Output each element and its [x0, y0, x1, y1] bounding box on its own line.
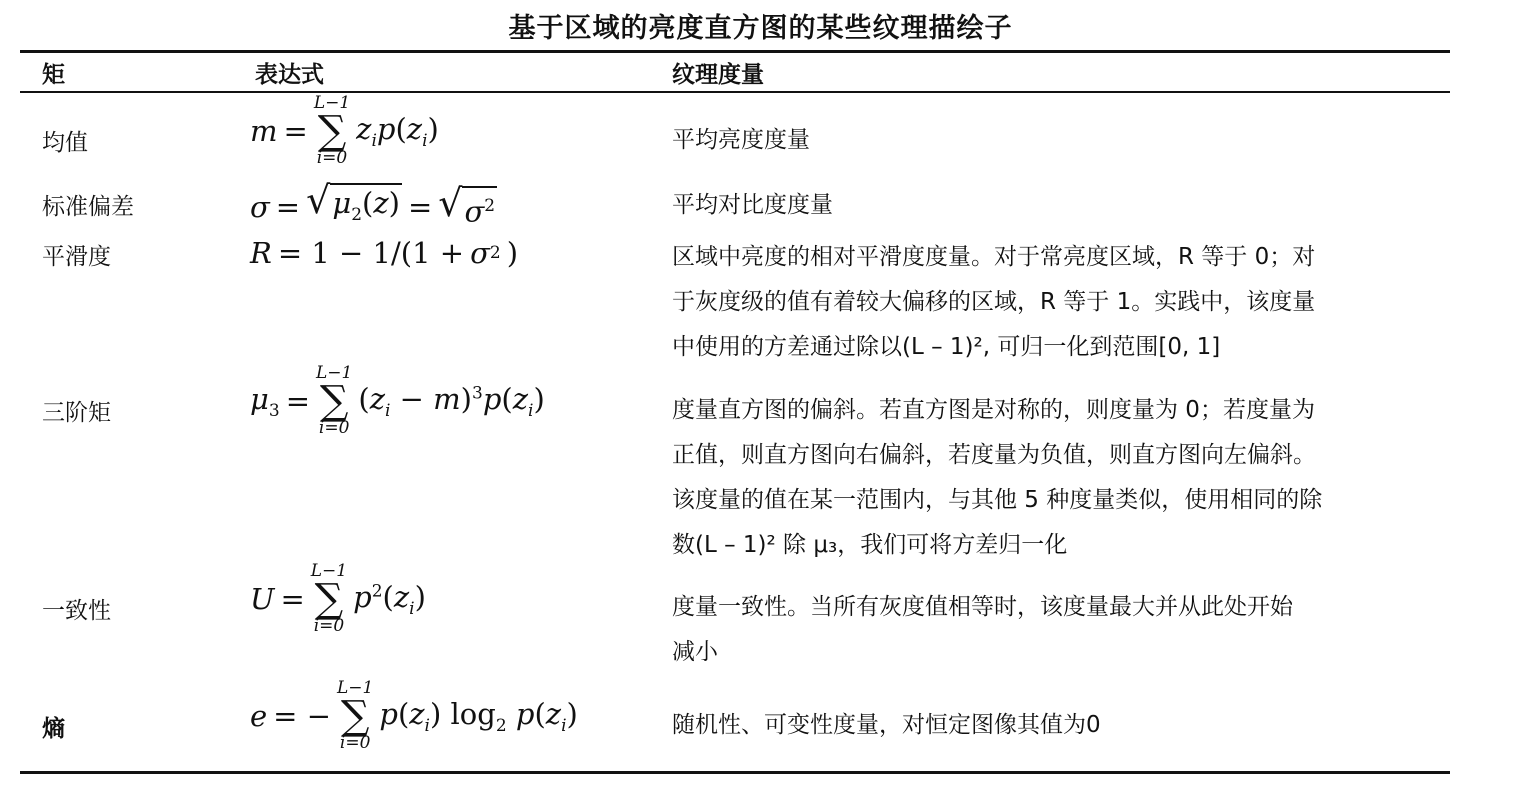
row-desc-third: 度量直方图的偏斜。若直方图是对称的，则度量为 0；若度量为 正值，则直方图向右偏斜，若度量为负值，则直方图向左偏斜。 该度量的值在某一范围内，与其他 5 种度量类似，使用相同的除 数(L – 1)² 除 μ₃，我们可将方差归一化 — [672, 397, 1323, 558]
table-title: 基于区域的亮度直方图的某些纹理描绘子 — [508, 13, 1013, 44]
row-name-entropy: 熵 — [42, 716, 65, 742]
bottom-rule — [20, 771, 1450, 774]
formula-third: $\mu_3$ = L−1 ∑ i=0 $(z_i - m)^3p(z_i)$ — [250, 363, 545, 438]
row-desc-std: 平均对比度度量 — [672, 192, 833, 218]
row-name-mean: 均值 — [42, 130, 88, 156]
header-rule — [20, 91, 1450, 93]
row-desc-uniform: 度量一致性。当所有灰度值相等时，该度量最大并从此处开始 减小 — [672, 594, 1293, 665]
row-desc-entropy: 随机性、可变性度量，对恒定图像其值为0 — [672, 712, 1101, 738]
row-name-smooth: 平滑度 — [42, 244, 111, 270]
row-name-third: 三阶矩 — [42, 400, 111, 426]
row-name-std: 标准偏差 — [42, 194, 134, 220]
header-moment: 矩 — [42, 62, 65, 88]
row-name-uniform: 一致性 — [42, 598, 111, 624]
row-desc-smooth: 区域中亮度的相对平滑度度量。对于常亮度区域，R 等于 0；对 于灰度级的值有着较大偏移的区域，R 等于 1。实践中，该度量 中使用的方差通过除以(L – 1)², 可归一化到范围[0, 1] — [672, 244, 1316, 360]
header-expression: 表达式 — [255, 62, 324, 88]
formula-smooth: R = 1 − 1/(1 + σ 2 ) — [250, 236, 519, 270]
formula-uniform: U = L−1 ∑ i=0 $p^2(z_i)$ — [250, 561, 426, 636]
formula-std: σ = √ $\mu_2(z)$ = √ $\sigma^2$ — [250, 183, 497, 231]
header-measure: 纹理度量 — [672, 62, 764, 88]
formula-mean: m = L−1 ∑ i=0 $z_ip(z_i)$ — [250, 93, 439, 168]
row-desc-mean: 平均亮度度量 — [672, 127, 810, 153]
formula-entropy: e = − L−1 ∑ i=0 $p(z_i)$ $\log_2 p(z_i)$ — [250, 678, 578, 753]
top-rule — [20, 50, 1450, 53]
